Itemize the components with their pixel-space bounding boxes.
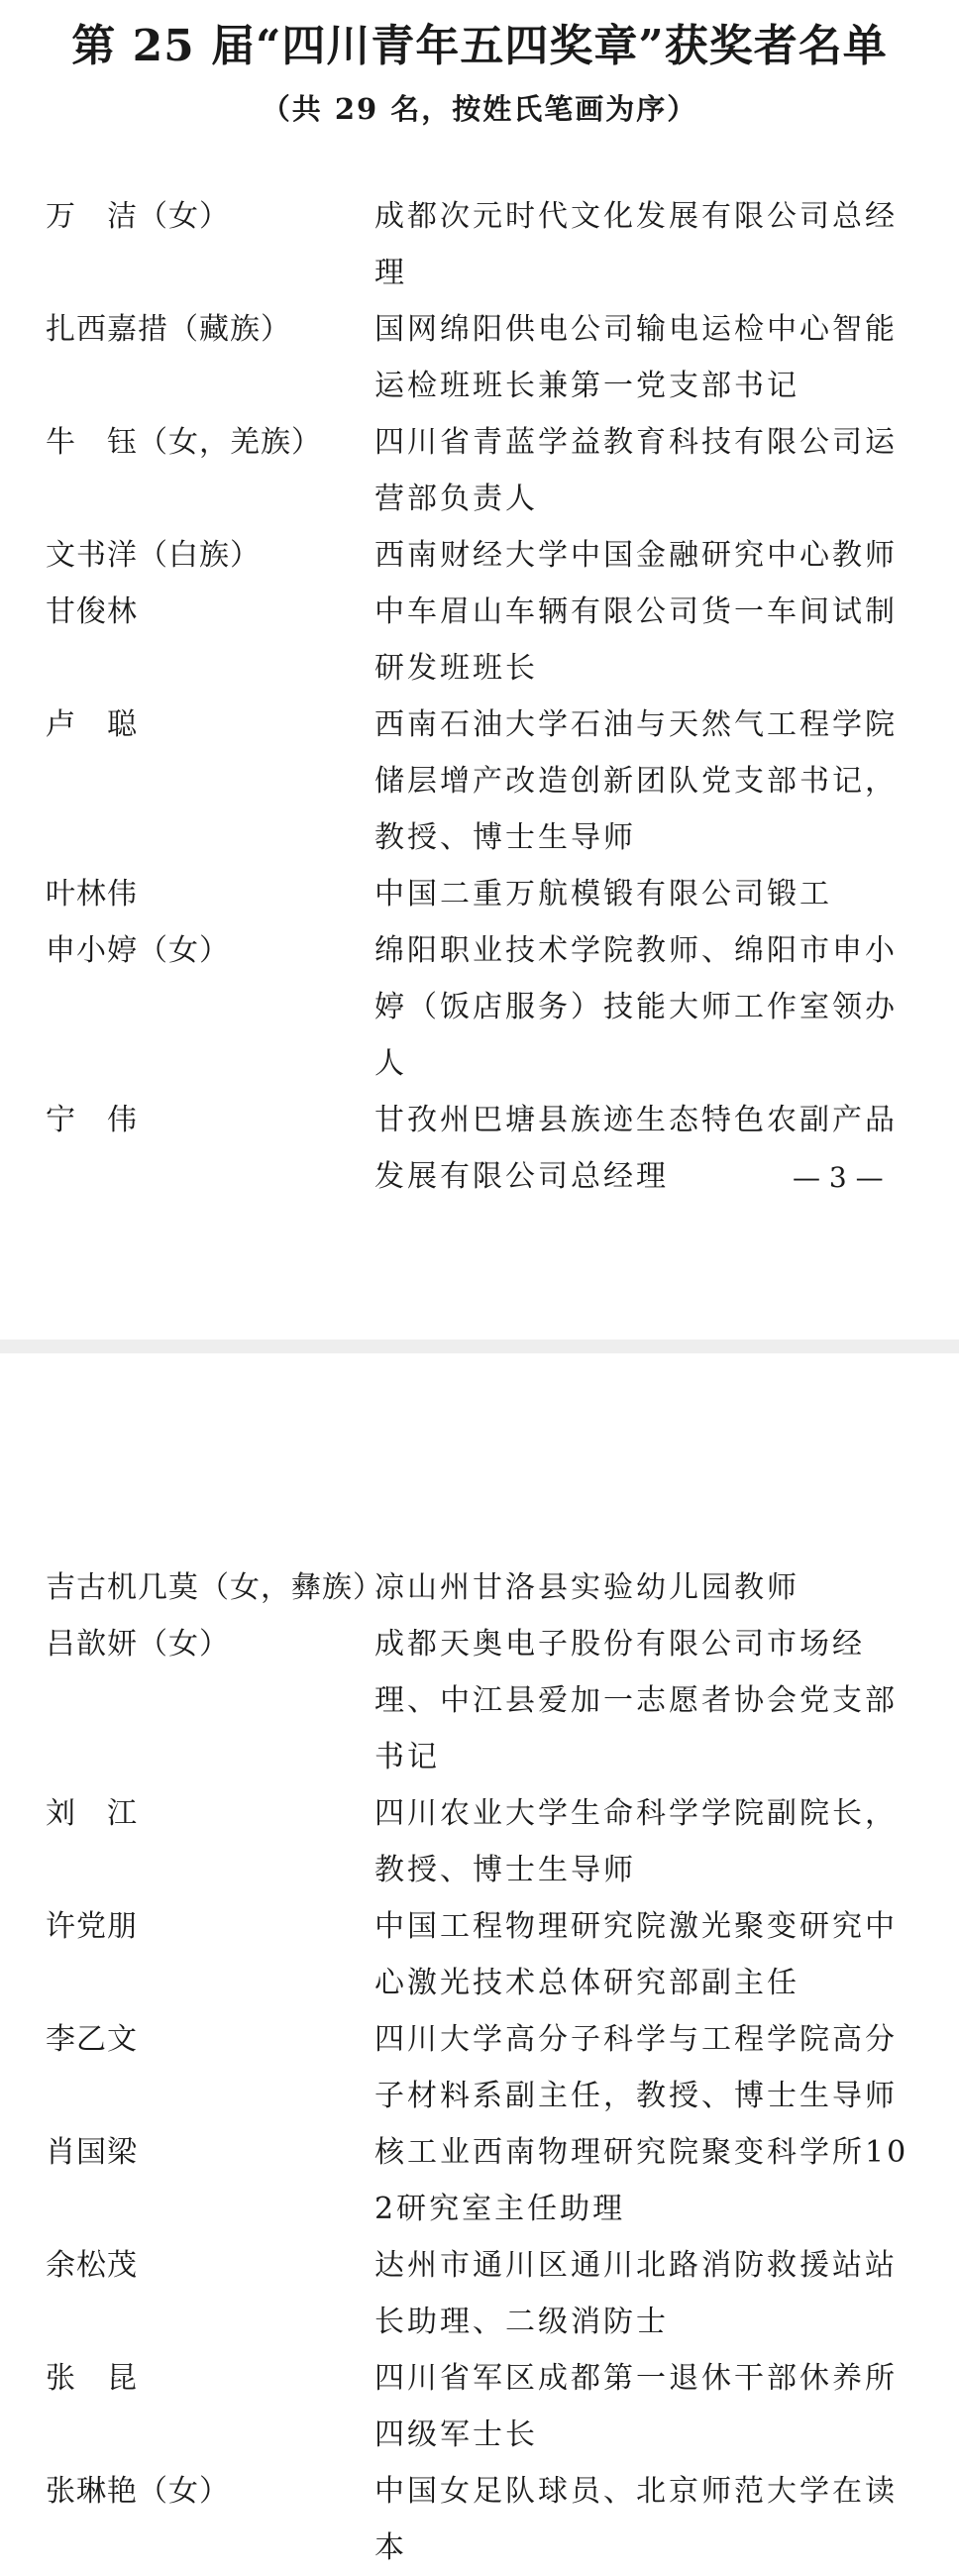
page-number: — 3 — <box>793 1161 884 1194</box>
awardee-entry <box>0 1616 959 1785</box>
awardee-name: 张琳艳（女） <box>46 2474 230 2509</box>
awardee-entry <box>0 2237 959 2350</box>
awardee-affiliation: 成都天奥电子股份有限公司市场经理、中江县爱加一志愿者协会党支部书记 <box>374 1627 898 1774</box>
awardee-name: 文书洋（白族） <box>46 538 261 573</box>
awardee-affiliation: 国网绵阳供电公司输电运检中心智能运检班班长兼第一党支部书记 <box>374 312 898 403</box>
awardee-affiliation: 绵阳职业技术学院教师、绵阳市申小婷（饭店服务）技能大师工作室领办人 <box>374 933 898 1081</box>
awardee-affiliation: 成都次元时代文化发展有限公司总经理 <box>374 199 898 290</box>
awardee-name: 扎西嘉措（藏族） <box>46 312 291 347</box>
document-subtitle: （共 29 名，按姓氏笔画为序） <box>261 92 698 126</box>
awardee-entry <box>0 2011 959 2124</box>
awardee-affiliation: 中国二重万航模锻有限公司锻工 <box>374 877 832 912</box>
awardee-affiliation: 凉山州甘洛县实验幼儿园教师 <box>374 1570 799 1605</box>
awardee-affiliation: 达州市通川区通川北路消防救援站站长助理、二级消防士 <box>374 2248 898 2339</box>
awardee-name: 叶林伟 <box>46 877 138 912</box>
awardee-entry <box>0 2350 959 2463</box>
awardee-entry <box>0 1559 959 1616</box>
awardee-entry <box>0 414 959 527</box>
awardee-entry <box>0 584 959 697</box>
awardee-affiliation: 中国女足队球员、北京师范大学在读本 <box>374 2474 898 2565</box>
awardee-affiliation: 西南财经大学中国金融研究中心教师 <box>374 538 898 573</box>
page-separator <box>0 1340 959 1353</box>
awardee-name: 张 昆 <box>46 2361 138 2396</box>
awardee-affiliation: 四川省青蓝学益教育科技有限公司运营部负责人 <box>374 425 898 516</box>
document-title: 第 25 届“四川青年五四奖章”获奖者名单 <box>71 21 888 71</box>
document-page-4 <box>0 1353 959 2565</box>
awardee-name: 卢 聪 <box>46 707 138 742</box>
awardee-affiliation: 四川农业大学生命科学学院副院长，教授、博士生导师 <box>374 1796 898 1887</box>
awardee-entry <box>0 1898 959 2011</box>
awardee-list <box>0 188 959 1205</box>
awardee-entry <box>0 301 959 414</box>
awardee-affiliation: 核工业西南物理研究院聚变科学所102研究室主任助理 <box>374 2135 909 2226</box>
awardee-entry <box>0 922 959 1092</box>
awardee-entry <box>0 527 959 584</box>
awardee-entry <box>0 2124 959 2237</box>
awardee-name: 余松茂 <box>46 2248 138 2283</box>
awardee-affiliation: 四川大学高分子科学与工程学院高分子材料系副主任，教授、博士生导师 <box>374 2022 898 2113</box>
awardee-name: 许党朋 <box>46 1909 138 1944</box>
awardee-name: 宁 伟 <box>46 1103 138 1137</box>
awardee-affiliation: 四川省军区成都第一退休干部休养所四级军士长 <box>374 2361 898 2452</box>
awardee-entry <box>0 1785 959 1898</box>
awardee-entry <box>0 866 959 922</box>
awardee-name: 李乙文 <box>46 2022 138 2057</box>
awardee-name: 刘 江 <box>46 1796 138 1831</box>
awardee-entry <box>0 188 959 301</box>
awardee-name: 万 洁（女） <box>46 199 230 234</box>
awardee-entry <box>0 697 959 866</box>
awardee-name: 牛 钰（女，羌族） <box>46 425 322 460</box>
awardee-affiliation: 中车眉山车辆有限公司货一车间试制研发班班长 <box>374 594 898 686</box>
awardee-affiliation: 西南石油大学石油与天然气工程学院储层增产改造创新团队党支部书记，教授、博士生导师 <box>374 707 898 855</box>
awardee-name: 肖国梁 <box>46 2135 138 2170</box>
awardee-name: 吉古机几莫（女，彝族） <box>46 1570 383 1605</box>
awardee-name: 甘俊林 <box>46 594 138 629</box>
awardee-entry <box>0 2463 959 2576</box>
awardee-list <box>0 1559 959 2576</box>
awardee-affiliation: 甘孜州巴塘县族迹生态特色农副产品发展有限公司总经理 <box>374 1103 898 1194</box>
awardee-name: 申小婷（女） <box>46 933 230 968</box>
awardee-name: 吕歆妍（女） <box>46 1627 230 1662</box>
awardee-affiliation: 中国工程物理研究院激光聚变研究中心激光技术总体研究部副主任 <box>374 1909 898 2000</box>
